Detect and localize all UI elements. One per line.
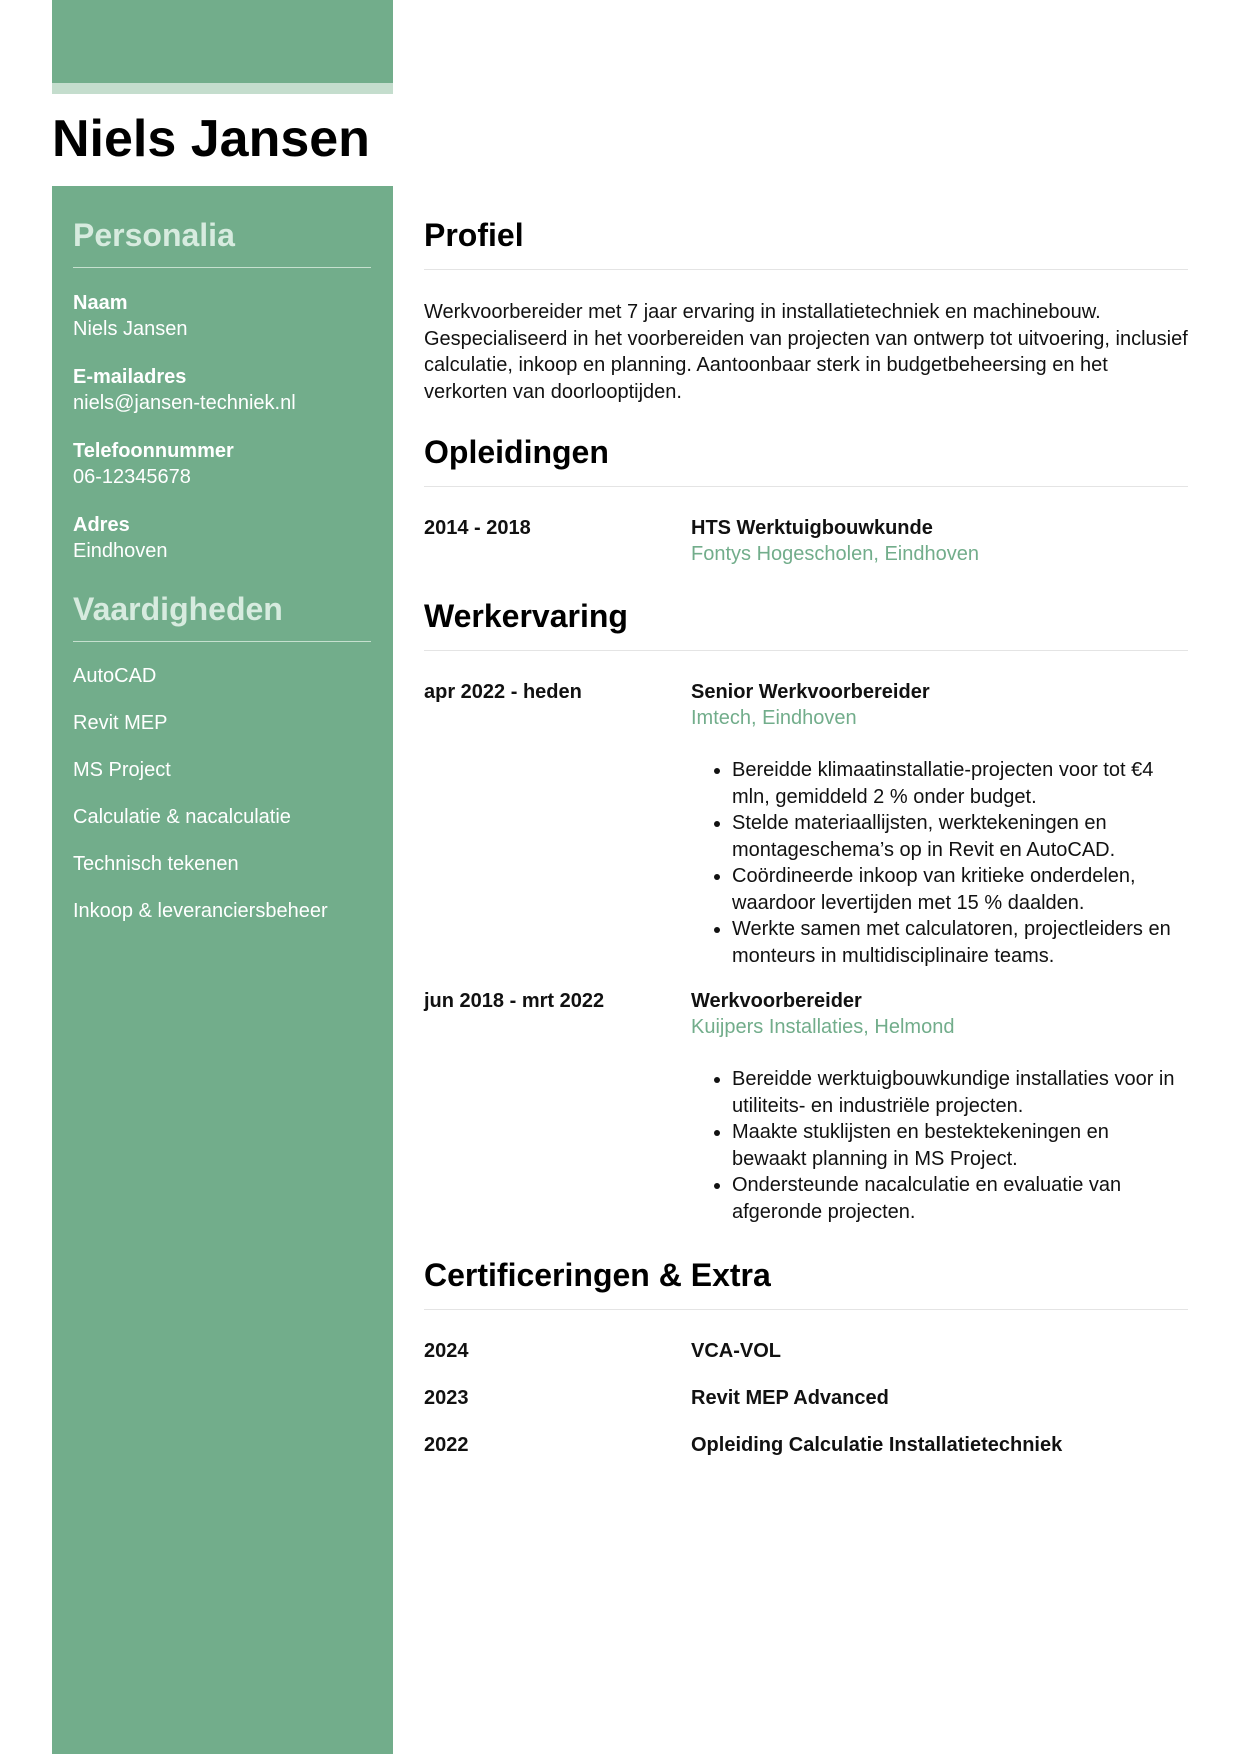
entry-employer: Imtech, Eindhoven	[691, 707, 857, 729]
bullet-item: • Bereidde werktuigbouwkundige installaties voor in utiliteits- en industriële projecten.	[732, 1066, 1188, 1119]
personal-label: Adres	[73, 514, 130, 536]
personal-value: niels@jansen-techniek.nl	[73, 392, 296, 414]
personal-value: 06-12345678	[73, 466, 191, 488]
experience-heading: Werkervaring	[424, 594, 1188, 651]
entry-body	[691, 988, 1188, 1225]
sidebar-top-block	[52, 0, 393, 83]
entry-title: Werkvoorbereider	[691, 990, 862, 1012]
certification-entry	[424, 1432, 1188, 1458]
certification-entry	[424, 1338, 1188, 1364]
experience-section	[424, 594, 1188, 1225]
profile-text: Werkvoorbereider met 7 jaar ervaring in installatietechniek en machinebouw. Gespecialiseerd in het voorbereiden van projecten van ontwerp tot uitvoering, inclusief calculatie, inkoop en planning. Aantoonbaar sterk in budgetbeheersing en het verkorten van doorlooptijden.	[424, 301, 1188, 403]
entry-institution: Fontys Hogescholen, Eindhoven	[691, 543, 979, 565]
personal-phone	[73, 438, 371, 490]
entry-bullets	[691, 1066, 1188, 1225]
skill-item: Calculatie & nacalculatie	[73, 806, 291, 828]
bullet-item: • Stelde materiaallijsten, werktekeningen en montageschema’s op in Revit en AutoCAD.	[732, 810, 1188, 863]
education-entry	[424, 515, 1188, 567]
certification-entry	[424, 1385, 1188, 1411]
personal-label: Naam	[73, 292, 128, 314]
certification-year: 2024	[424, 1340, 469, 1362]
entry-date: jun 2018 - mrt 2022	[424, 990, 605, 1012]
sidebar-accent-band	[52, 83, 393, 94]
entry-date: apr 2022 - heden	[424, 681, 582, 703]
experience-entry	[424, 988, 1188, 1225]
personal-name	[73, 290, 371, 342]
entry-title: Senior Werkvoorbereider	[691, 681, 930, 703]
entry-body	[691, 515, 1188, 567]
personalia-section	[73, 213, 371, 564]
bullet-item: • Maakte stuklijsten en bestektekeningen en bewaakt planning in MS Project.	[732, 1119, 1188, 1172]
education-heading: Opleidingen	[424, 430, 1188, 487]
certification-title: Revit MEP Advanced	[691, 1387, 889, 1409]
personal-label: Telefoonnummer	[73, 440, 234, 462]
personal-value: Eindhoven	[73, 540, 168, 562]
certification-title: VCA-VOL	[691, 1340, 781, 1362]
bullet-item: • Coördineerde inkoop van kritieke onderdelen, waardoor levertijden met 15 % daalden.	[732, 863, 1188, 916]
candidate-name: Niels Jansen	[52, 110, 370, 168]
certification-year: 2022	[424, 1434, 469, 1456]
skills-list	[73, 663, 371, 924]
bullet-item: • Bereidde klimaatinstallatie-projecten voor tot €4 mln, gemiddeld 2 % onder budget.	[732, 757, 1188, 810]
experience-entry	[424, 679, 1188, 969]
education-section	[424, 430, 1188, 567]
entry-body	[691, 679, 1188, 969]
certification-year: 2023	[424, 1387, 469, 1409]
skill-item: Inkoop & leveranciersbeheer	[73, 900, 328, 922]
skills-section	[73, 587, 371, 924]
profile-section	[424, 213, 1188, 405]
personal-email	[73, 364, 371, 416]
personalia-heading: Personalia	[73, 213, 371, 268]
skill-item: AutoCAD	[73, 665, 157, 687]
entry-bullets	[691, 757, 1188, 969]
profile-heading: Profiel	[424, 213, 1188, 270]
certifications-section	[424, 1253, 1188, 1479]
certifications-heading: Certificeringen & Extra	[424, 1253, 1188, 1310]
personal-address	[73, 512, 371, 564]
bullet-item: • Ondersteunde nacalculatie en evaluatie van afgeronde projecten.	[732, 1172, 1188, 1225]
skills-heading: Vaardigheden	[73, 587, 371, 642]
skill-item: MS Project	[73, 759, 171, 781]
personal-value: Niels Jansen	[73, 318, 188, 340]
personal-label: E-mailadres	[73, 366, 187, 388]
certifications-list	[424, 1338, 1188, 1458]
certification-title: Opleiding Calculatie Installatietechniek	[691, 1434, 1063, 1456]
skill-item: Technisch tekenen	[73, 853, 239, 875]
entry-title: HTS Werktuigbouwkunde	[691, 517, 933, 539]
bullet-item: • Werkte samen met calculatoren, projectleiders en monteurs in multidisciplinaire teams.	[732, 916, 1188, 969]
skill-item: Revit MEP	[73, 712, 168, 734]
entry-date: 2014 - 2018	[424, 517, 531, 539]
entry-employer: Kuijpers Installaties, Helmond	[691, 1016, 955, 1038]
